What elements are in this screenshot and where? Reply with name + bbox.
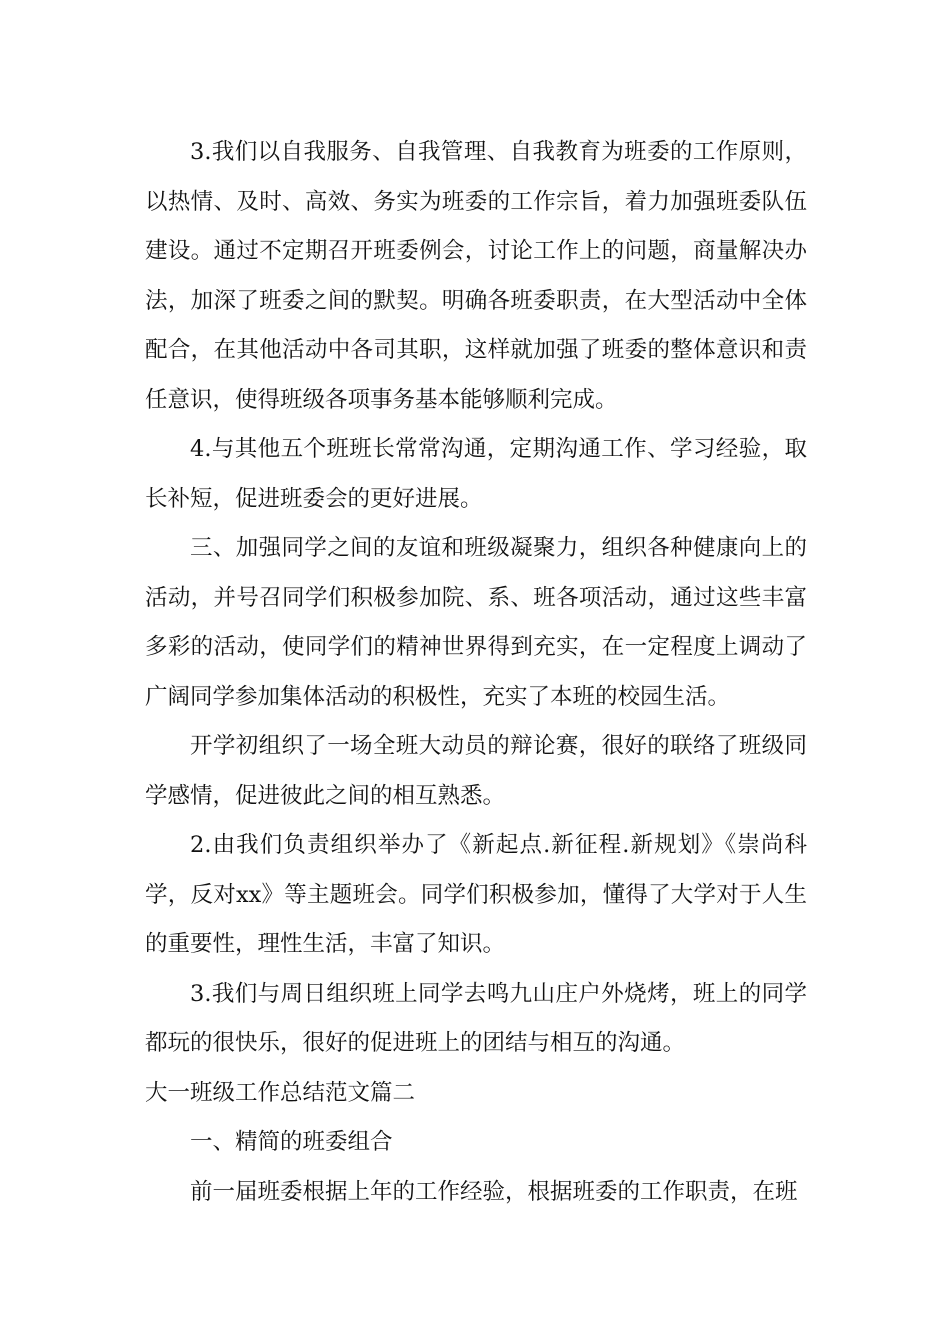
paragraph-outdoor-barbecue: 3.我们与周日组织班上同学去鸣九山庄户外烧烤，班上的同学都玩的很快乐，很好的促进班上的团结与相互的沟通。 <box>145 980 807 1056</box>
document-body <box>145 128 807 1217</box>
paragraph-class-committee-principles: 3.我们以自我服务、自我管理、自我教育为班委的工作原则，以热情、及时、高效、务实为班委的工作宗旨，着力加强班委队伍建设。通过不定期召开班委例会，讨论工作上的问题，商量解决办法，加深了班委之间的默契。明确各班委职责，在大型活动中全体配合，在其他活动中各司其职，这样就加强了班委的整体意识和责任意识，使得班级各项事务基本能够顺利完成。 <box>145 139 807 413</box>
subheading: 一、精简的班委组合 <box>190 1129 393 1155</box>
paragraph-debate-contest: 开学初组织了一场全班大动员的辩论赛，很好的联络了班级同学感情，促进彼此之间的相互熟悉。 <box>145 733 807 809</box>
paragraph-monitor-communication: 4.与其他五个班班长常常沟通，定期沟通工作、学习经验，取长补短，促进班委会的更好进展。 <box>145 436 807 512</box>
paragraph-previous-committee: 前一届班委根据上年的工作经验，根据班委的工作职责，在班 <box>190 1178 798 1205</box>
section-title: 大一班级工作总结范文篇二 <box>145 1079 416 1106</box>
paragraph-theme-class-meeting: 2.由我们负责组织举办了《新起点.新征程.新规划》《崇尚科学，反对xx》等主题班会。同学们积极参加，懂得了大学对于人生的重要性，理性生活，丰富了知识。 <box>145 832 807 957</box>
paragraph-class-cohesion: 三、加强同学之间的友谊和班级凝聚力，组织各种健康向上的活动，并号召同学们积极参加院、系、班各项活动，通过这些丰富多彩的活动，使同学们的精神世界得到充实，在一定程度上调动了广阔同学参加集体活动的积极性，充实了本班的校园生活。 <box>145 535 807 710</box>
